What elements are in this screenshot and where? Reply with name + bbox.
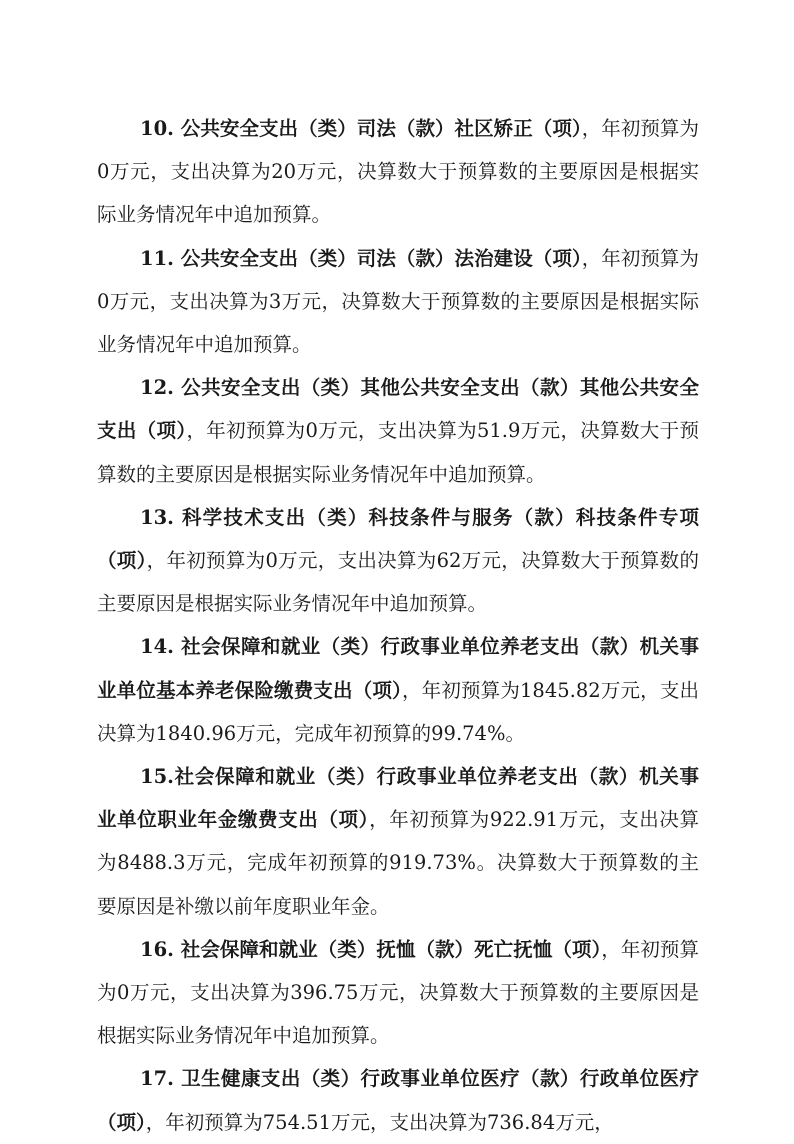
paragraph-heading: 15.社会保障和就业（类）行政事业单位养老支出（款）机关事业单位职业年金缴费支出（项）	[97, 765, 699, 832]
paragraph-heading: 10. 公共安全支出（类）司法（款）社区矫正（项）	[140, 117, 582, 140]
paragraph-heading: 16. 社会保障和就业（类）抚恤（款）死亡抚恤（项）	[140, 937, 602, 961]
paragraph-text: ，年初预算为0万元，支出决算为62万元，决算数大于预算数的主要原因是根据实际业务情况年中追加预算。	[97, 549, 699, 616]
paragraph-text: ，年初预算为0万元，支出决算为3万元，决算数大于预算数的主要原因是根据实际业务情况年中追加预算。	[97, 246, 699, 357]
paragraph-item-12	[97, 366, 699, 496]
paragraph-item-17	[97, 1057, 699, 1143]
paragraph-item-13	[97, 496, 699, 626]
paragraph-text: ，年初预算为0万元，支出决算为51.9万元，决算数大于预算数的主要原因是根据实际业务情况年中追加预算。	[97, 419, 699, 486]
paragraph-text: ，年初预算为922.91万元，支出决算为8488.3万元，完成年初预算的919.73%。决算数大于预算数的主要原因是补缴以前年度职业年金。	[97, 808, 699, 918]
paragraph-text: ，年初预算为754.51万元，支出决算为736.84万元，	[145, 1110, 614, 1134]
document-body	[97, 107, 699, 1144]
paragraph-text: ，年初预算为1845.82万元，支出决算为1840.96万元，完成年初预算的99.74%。	[97, 678, 699, 745]
paragraph-text: ，年初预算为0万元，支出决算为396.75万元，决算数大于预算数的主要原因是根据实际业务情况年中追加预算。	[97, 937, 699, 1048]
paragraph-heading: 14. 社会保障和就业（类）行政事业单位养老支出（款）机关事业单位基本养老保险缴费支出（项）	[97, 635, 699, 702]
paragraph-item-10	[97, 107, 699, 237]
paragraph-item-15	[97, 755, 699, 928]
paragraph-item-11	[97, 237, 699, 367]
paragraph-text: ，年初预算为0万元，支出决算为20万元，决算数大于预算数的主要原因是根据实际业务情况年中追加预算。	[97, 117, 699, 227]
paragraph-item-16	[97, 928, 699, 1058]
paragraph-heading: 11. 公共安全支出（类）司法（款）法治建设（项）	[140, 246, 582, 270]
paragraph-heading: 17. 卫生健康支出（类）行政事业单位医疗（款）行政单位医疗（项）	[97, 1067, 699, 1134]
paragraph-item-14	[97, 625, 699, 755]
paragraph-heading: 12. 公共安全支出（类）其他公共安全支出（款）其他公共安全支出（项）	[97, 376, 699, 443]
paragraph-heading: 13. 科学技术支出（类）科技条件与服务（款）科技条件专项（项）	[97, 505, 699, 573]
